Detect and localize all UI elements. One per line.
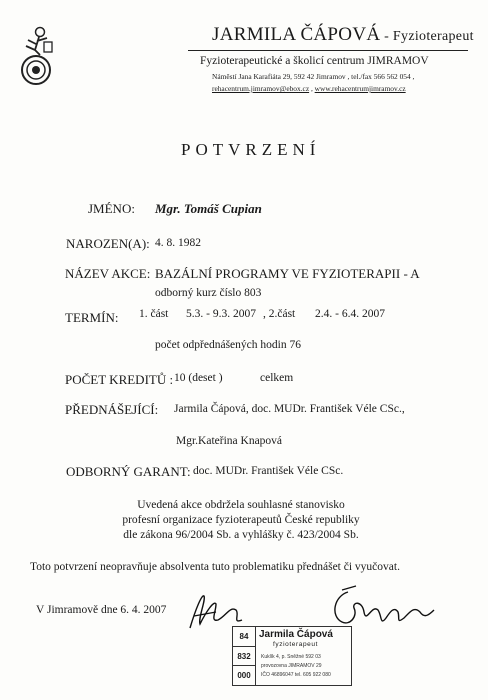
stamp-line-3: IČO 46896047 tel. 605 922 080 [261,672,331,678]
email-link[interactable]: rehacentrum.jimramov@ebox.cz [212,84,310,93]
akce-sub: odborný kurz číslo 803 [155,287,262,299]
akce-value: BAZÁLNÍ PROGRAMY VE FYZIOTERAPII - A [155,266,420,281]
header-divider [188,50,468,51]
garant-label: ODBORNÝ GARANT: [66,464,191,479]
stamp-num-1: 84 [239,632,249,641]
kredity-value: 10 (deset ) [174,372,223,384]
hodin-text: počet odpřednášených hodin 76 [155,339,301,351]
statement-line-2: profesní organizace fyzioterapeutů České republiky [122,514,360,526]
stamp-number-column [233,627,256,685]
therapist-name [212,24,474,46]
therapist-role: - Fyzioterapeut [380,29,474,44]
termin-dates1: 5.3. - 9.3. 2007 [186,308,256,320]
stamp-name: Jarmila Čápová [259,629,333,640]
disclaimer-note: Toto potvrzení neopravňuje absolventa tuto problematiku přednášet či vyučovat. [30,561,400,573]
narozen-value: 4. 8. 1982 [155,237,201,249]
prednasejici-value-2: Mgr.Kateřina Knapová [176,435,283,447]
stamp-num-3: 000 [233,665,255,685]
termin-dates2: 2.4. - 6.4. 2007 [315,308,385,320]
fyzioterapeut-logo-icon [14,24,58,86]
jmeno-value: Mgr. Tomáš Cupian [155,201,262,216]
prednasejici-label: PŘEDNÁŠEJÍCÍ: [65,402,159,417]
kredity-celkem: celkem [260,372,294,384]
web-separator: , [309,84,315,93]
prednasejici-value: Jarmila Čápová, doc. MUDr. František Véle CSc., [174,403,405,415]
garant-value: doc. MUDr. František Véle CSc. [193,465,344,477]
institution-name: Fyzioterapeutické a školicí centrum JIMRAMOV [200,55,429,67]
akce-label: NÁZEV AKCE: [65,266,151,281]
therapist-name-text: JARMILA ČÁPOVÁ [212,24,381,45]
termin-label: TERMÍN: [65,310,119,325]
jmeno-label: JMÉNO: [88,201,135,216]
website-link[interactable]: www.rehacentrumjimramov.cz [314,84,406,93]
stamp-line-1: Kuklík 4, p. Sněžné 592 03 [261,654,321,660]
statement-line-1: Uvedená akce obdržela souhlasné stanovisko [137,499,345,511]
contact-links [212,84,406,93]
place-date: V Jimramově dne 6. 4. 2007 [36,604,167,616]
stamp-num-2: 832 [233,646,255,666]
kredity-label: POČET KREDITŮ : [65,372,174,387]
termin-part1: 1. část [139,308,169,320]
document-title: POTVRZENÍ [181,140,321,159]
official-stamp [232,626,352,686]
termin-part2: , 2.část [263,308,296,320]
narozen-label: NAROZEN(A): [66,236,150,251]
institution-address: Náměstí Jana Karafiáta 29, 592 42 Jimramov , tel./fax 566 562 054 , [212,72,415,81]
statement-line-3: dle zákona 96/2004 Sb. a vyhlášky č. 423/2004 Sb. [123,529,359,541]
stamp-line-2: provozovna JIMRAMOV 29 [261,663,322,669]
stamp-role: fyzioterapeut [273,641,319,648]
